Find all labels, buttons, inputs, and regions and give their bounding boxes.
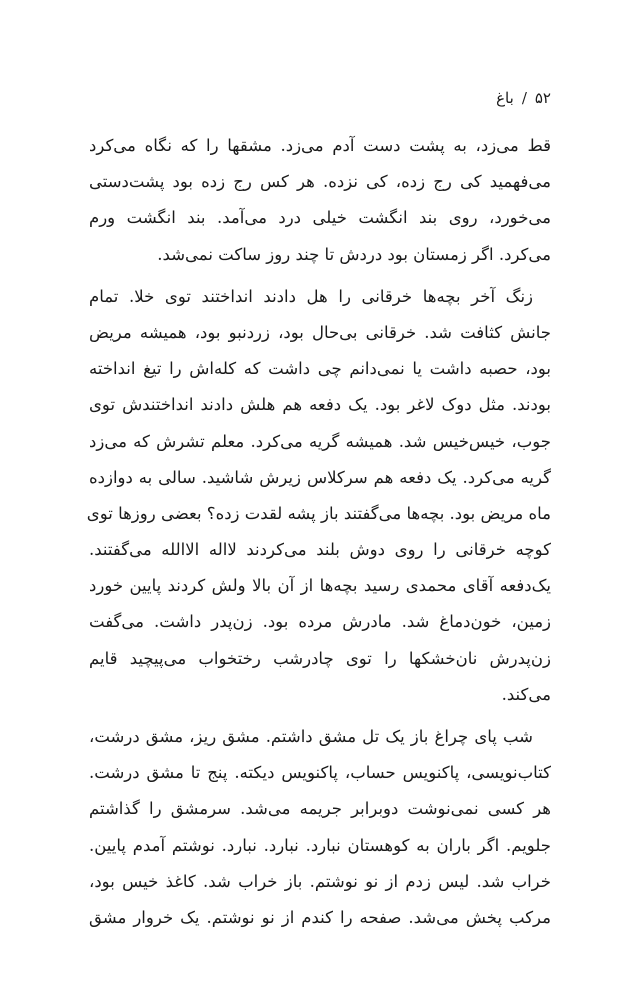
text-line: کتاب‌نویسی، پاکنویس حساب، پاکنویس دیکته. پنج تا مشق درشت.	[89, 763, 551, 783]
text-line: می‌کند.	[501, 684, 551, 704]
page-number: ۵۲	[534, 89, 551, 107]
text-line: یک‌دفعه آقای محمدی رسید بچه‌ها از آن بالا ولش کردند پایین خورد	[89, 576, 551, 596]
text-line: قط می‌زد، به پشت دست آدم می‌زد. مشقها را که نگاه می‌کرد	[89, 136, 551, 155]
text-line: خراب شد. لیس زدم از نو نوشتم. باز خراب شد. کاغذ خیس بود،	[89, 871, 551, 891]
text-line: مرکب پخش می‌شد. صفحه را کندم از نو نوشتم. یک خروار مشق	[89, 907, 551, 927]
paragraph	[89, 128, 551, 273]
paragraph	[86, 279, 551, 713]
text-line: زنگ آخر بچه‌ها خرقانی را هل دادند انداختند توی خلا. تمام	[89, 286, 533, 306]
running-header	[496, 88, 551, 108]
text-line: جلویم. اگر باران به کوهستان نبارد. نبارد. نبارد. نوشتم آمدم پایین.	[89, 835, 551, 855]
text-line: زن‌پدرش نان‌خشکها را توی چادرشب رختخواب می‌پیچید قایم	[89, 648, 551, 668]
body-text	[86, 128, 551, 936]
text-line: جانش کثافت شد. خرقانی بی‌حال بود، زردنبو بود، همیشه مریض	[89, 322, 551, 342]
text-line: کوچه خرقانی را روی دوش بلند می‌کردند لااله الاالله می‌گفتند.	[89, 540, 551, 560]
text-line: زمین، خون‌دماغ شد. مادرش مرده بود. زن‌پدر داشت. می‌گفت	[89, 612, 551, 632]
text-line: می‌کرد. اگر زمستان بود دردش تا چند روز ساکت نمی‌شد.	[157, 244, 551, 264]
text-line: بودند. مثل دوک لاغر بود. یک دفعه هم هلش دادند انداختندش توی	[89, 395, 551, 415]
text-line: می‌خورد، روی بند انگشت خیلی درد می‌آمد. بند انگشت ورم	[89, 208, 551, 228]
text-line: گریه می‌کرد. یک دفعه هم سرکلاس زیرش شاشید. سالی به دوازده	[89, 467, 551, 487]
text-line: هر کسی نمی‌نوشت دوبرابر جریمه می‌شد. سرمشق را گذاشتم	[89, 799, 551, 819]
text-line: می‌فهمید کی رج زده، کی نزده. هر کس رج زده بود پشت‌دستی	[89, 172, 551, 192]
text-line: ماه مریض بود. بچه‌ها می‌گفتند باز پشه لقدت زده؟ بعضی روزها توی	[86, 503, 551, 523]
book-title: باغ	[496, 89, 514, 107]
header-separator: /	[521, 89, 527, 107]
text-line: بود، حصبه داشت یا نمی‌دانم چی داشت که کله‌اش را تیغ انداخته	[89, 359, 551, 379]
text-line: جوب، خیس‌خیس شد. همیشه گریه می‌کرد. معلم تشرش که می‌زد	[89, 431, 551, 451]
paragraph	[89, 719, 551, 936]
text-line: شب پای چراغ باز یک تل مشق داشتم. مشق ریز، مشق درشت،	[89, 727, 533, 746]
